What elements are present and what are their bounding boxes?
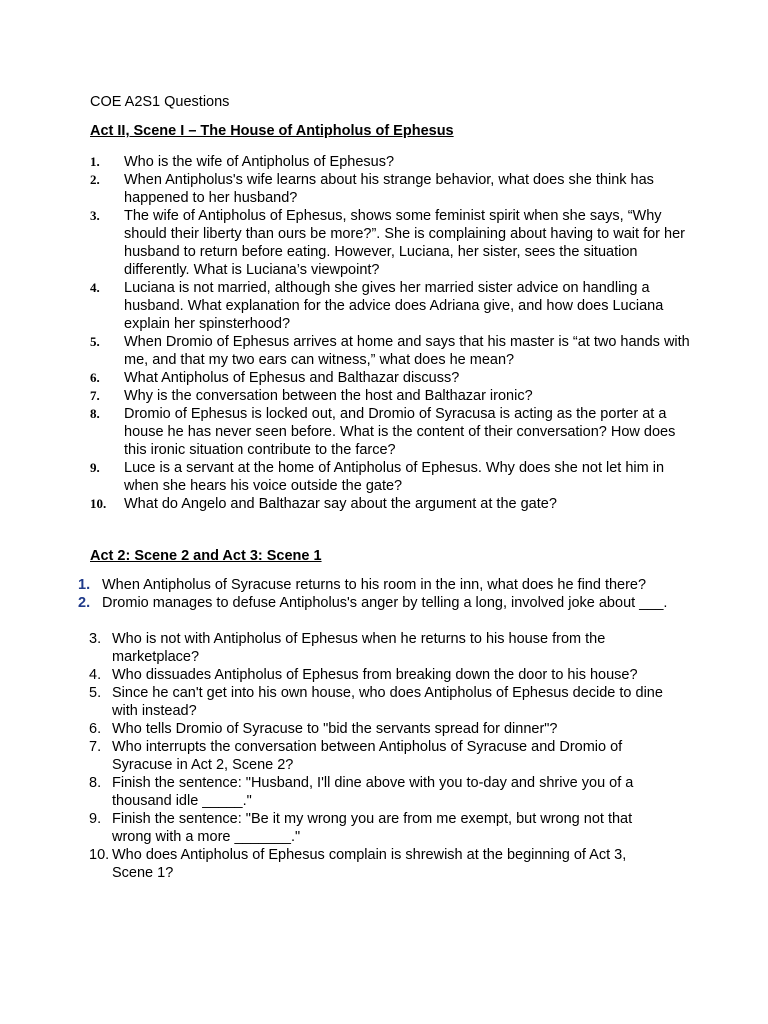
question-number: 5.: [90, 334, 100, 349]
question-number: 1.: [90, 154, 100, 169]
question-text: Luciana is not married, although she gives her married sister advice on handling a husband. What explanation for the advice does Adriana give, and how does Luciana explain her spinsterhood?: [124, 280, 664, 332]
question-item: [90, 279, 690, 333]
question-text: Finish the sentence: "Be it my wrong you are from me exempt, but wrong not that wrong with a more _______.": [112, 811, 633, 845]
question-number: 6.: [89, 721, 102, 737]
question-text: Who does Antipholus of Ephesus complain is shrewish at the beginning of Act 3, Scene 1?: [112, 847, 627, 881]
question-text: What Antipholus of Ephesus and Balthazar discuss?: [124, 370, 460, 386]
question-number: 8.: [90, 406, 100, 421]
question-list-act2-scene1: [90, 153, 690, 513]
question-number: 4.: [90, 280, 100, 295]
question-item: [78, 594, 678, 612]
question-text: When Dromio of Ephesus arrives at home and says that his master is “at two hands with me, and that my two ears can witness,” what does he mean?: [124, 334, 690, 368]
section-heading-act2-scene1: Act II, Scene I – The House of Antipholus of Ephesus: [90, 123, 454, 139]
document-title: COE A2S1 Questions: [90, 94, 230, 110]
question-item: [90, 333, 690, 369]
question-item: [89, 720, 669, 738]
question-item: [89, 738, 669, 774]
question-item: [90, 171, 690, 207]
question-text: The wife of Antipholus of Ephesus, shows some feminist spirit when she says, “Why should their liberty than ours be more?”. She is complaining about having to wait for her husband to return before eating. However, Luciana, her sister, sees the situation differently. What is Luciana’s viewpoint?: [124, 208, 685, 278]
question-text: Who dissuades Antipholus of Ephesus from breaking down the door to his house?: [112, 667, 638, 683]
section-heading-act2-scene2-act3-scene1: Act 2: Scene 2 and Act 3: Scene 1: [90, 548, 322, 564]
question-list-act2-scene2-part-b: [89, 630, 669, 882]
question-text: Who is not with Antipholus of Ephesus when he returns to his house from the marketplace?: [112, 631, 606, 665]
question-number: 3.: [90, 208, 100, 223]
question-list-act2-scene2-part-a: [78, 576, 678, 612]
question-number: 8.: [89, 775, 102, 791]
question-item: [89, 846, 669, 882]
question-item: [90, 387, 690, 405]
question-text: Finish the sentence: "Husband, I'll dine above with you to-day and shrive you of a thousand idle _____.": [112, 775, 634, 809]
question-number: 9.: [90, 460, 100, 475]
question-text: Who interrupts the conversation between Antipholus of Syracuse and Dromio of Syracuse in Act 2, Scene 2?: [112, 739, 623, 773]
question-number: 5.: [89, 685, 102, 701]
question-text: Who tells Dromio of Syracuse to "bid the servants spread for dinner"?: [112, 721, 558, 737]
question-text: Dromio manages to defuse Antipholus's anger by telling a long, involved joke about ___.: [102, 595, 668, 611]
question-number: 2.: [78, 595, 91, 611]
question-text: When Antipholus of Syracuse returns to his room in the inn, what does he find there?: [102, 577, 647, 593]
question-item: [90, 207, 690, 279]
question-item: [90, 405, 690, 459]
question-item: [89, 774, 669, 810]
question-item: [90, 369, 690, 387]
question-number: 6.: [90, 370, 100, 385]
question-text: What do Angelo and Balthazar say about the argument at the gate?: [124, 496, 557, 512]
question-item: [90, 459, 690, 495]
question-number: 1.: [78, 577, 91, 593]
question-number: 7.: [89, 739, 102, 755]
question-text: When Antipholus's wife learns about his strange behavior, what does she think has happened to her husband?: [124, 172, 654, 206]
question-item: [89, 810, 669, 846]
question-item: [89, 684, 669, 720]
question-text: Why is the conversation between the host and Balthazar ironic?: [124, 388, 533, 404]
question-text: Who is the wife of Antipholus of Ephesus?: [124, 154, 395, 170]
question-number: 3.: [89, 631, 102, 647]
question-text: Dromio of Ephesus is locked out, and Dromio of Syracusa is acting as the porter at a house he has never seen before. What is the content of their conversation? How does this ironic situation contribute to the farce?: [124, 406, 676, 458]
question-number: 9.: [89, 811, 102, 827]
question-item: [89, 666, 669, 684]
question-text: Luce is a servant at the home of Antipholus of Ephesus. Why does she not let him in when she hears his voice outside the gate?: [124, 460, 665, 494]
question-number: 2.: [90, 172, 100, 187]
question-number: 7.: [90, 388, 100, 403]
question-item: [90, 495, 690, 513]
question-number: 10.: [90, 496, 107, 511]
question-number: 10.: [89, 847, 110, 863]
question-item: [78, 576, 678, 594]
question-number: 4.: [89, 667, 102, 683]
question-item: [89, 630, 669, 666]
question-text: Since he can't get into his own house, who does Antipholus of Ephesus decide to dine with instead?: [112, 685, 663, 719]
question-item: [90, 153, 690, 171]
